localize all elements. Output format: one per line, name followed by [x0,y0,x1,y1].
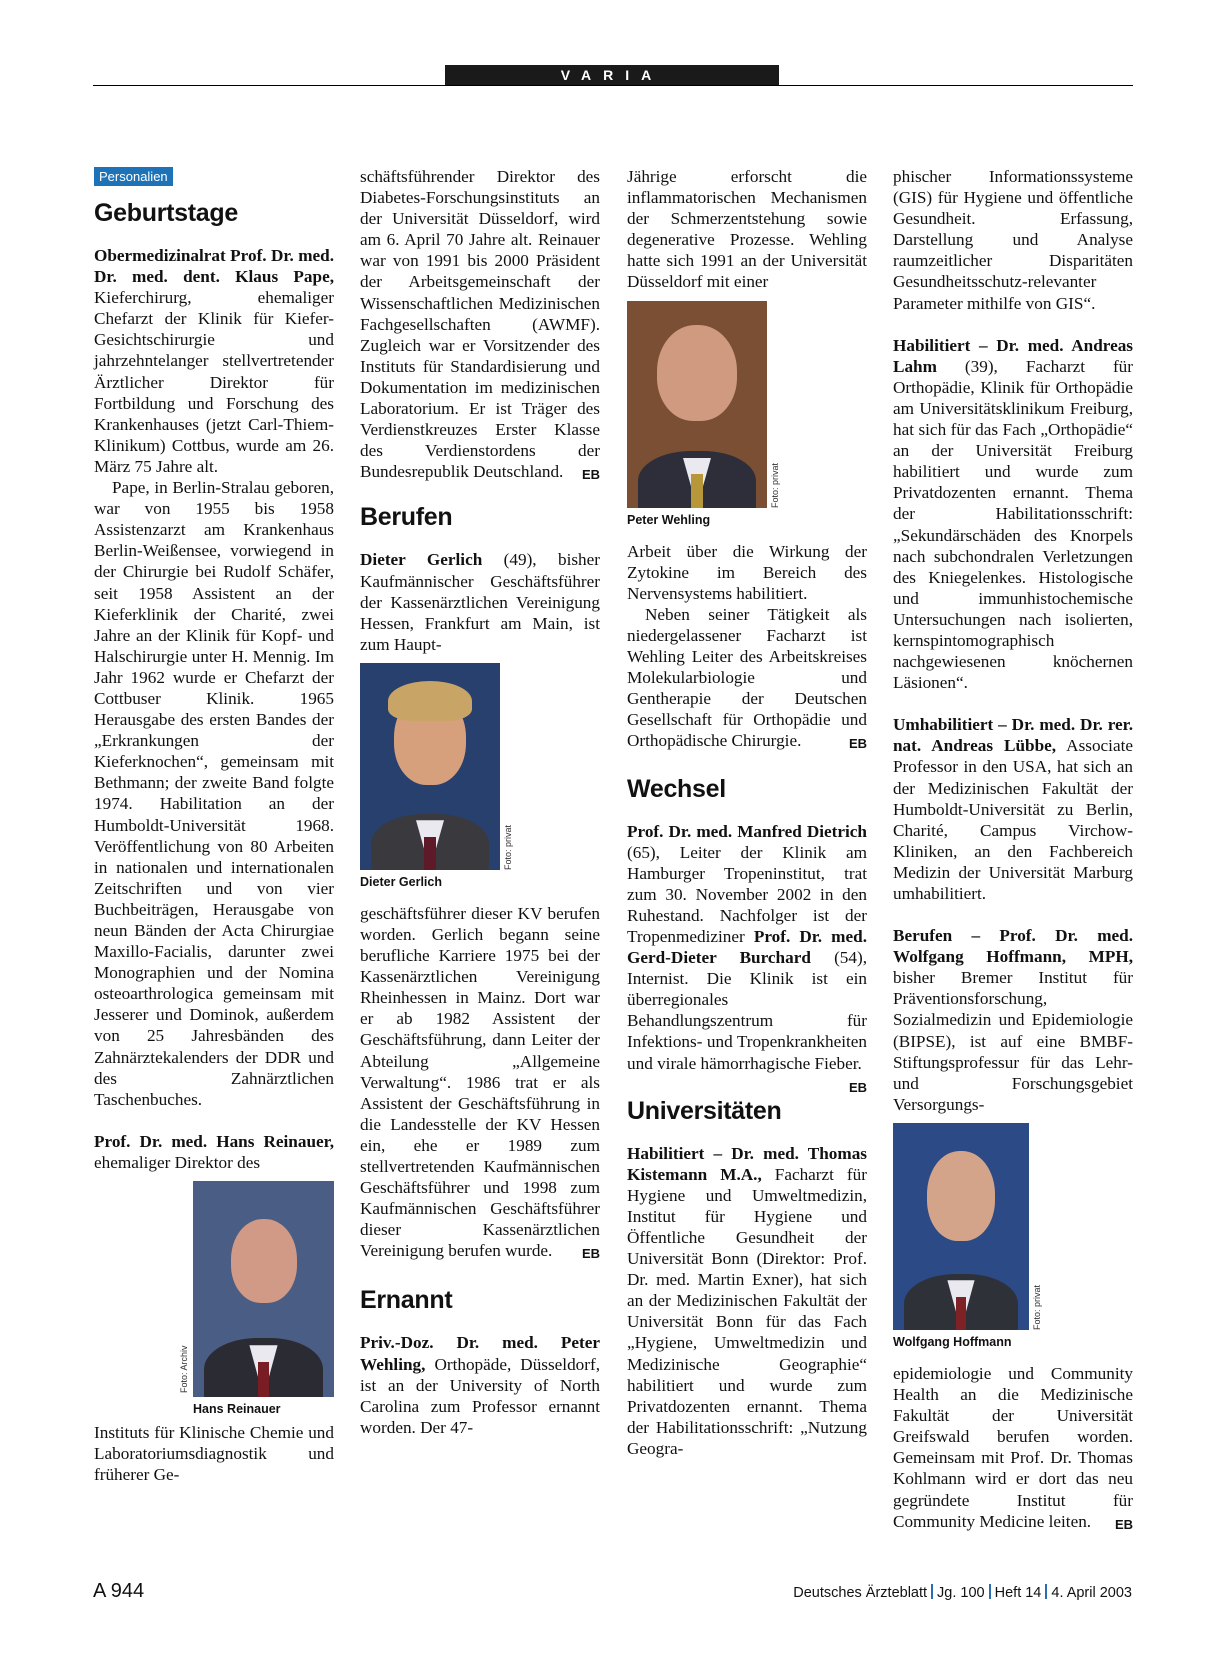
entry-hoffmann [893,925,1133,1115]
para-wehling-cont-2: Arbeit über die Wirkung der Zytokine im Bereich des Nervensystems habilitiert. [627,541,867,603]
name-gerlich: Dieter Gerlich [360,550,483,570]
entry-gerlich [360,549,600,654]
text-burchard: (54), Internist. Die Klinik ist ein überregionales Behandlungszentrum für Infektions- und Tropenkrankheiten und virale hämorrhagische Fieber. [627,948,867,1073]
name-kistemann: Habilitiert – Dr. med. Thomas Kistemann M.A., [627,1143,867,1184]
page-number: A 944 [93,1580,145,1602]
text-reinauer: ehemaliger Direktor des [94,1152,261,1172]
photo-caption: Wolfgang Hoffmann [893,1334,1012,1349]
heading-universitaeten: Universitäten [627,1096,782,1125]
photo-reinauer [179,1181,334,1417]
text-kistemann: Facharzt für Hygiene und Umweltmedizin, Institut für Hygiene und Öffentliche Gesundheit der Universität Bonn (Direktor: Prof. Dr. med. Martin Exner), hat sich an der Medizinischen Fakultät der Universität Bonn für das Fach „Hygiene, Umweltmedizin und Medizinische Geographie“ habilitiert und wurde zum Privatdozenten ernannt. Thema der Habilitationsschrift: „Nutzung Geogra- [627,1164,867,1458]
issue: Heft 14 [994,1585,1042,1601]
entry-wehling [360,1332,600,1437]
photo-caption: Peter Wehling [627,512,711,527]
section-label: VARIA [445,65,779,86]
entry-pape [94,245,334,477]
text-reinauer-cont: schäftsführender Direktor des Diabetes-Forschungsinstituts an der Universität Düsseldorf, wird am 6. April 70 Jahre alt. Reinauer war von 1991 bis 2000 Präsident der Arbeitsgemeinschaft der Wissenschaftlichen Medizinischen Fachgesellschaften (AWMF). Zugleich war er Vorsitzender des Instituts für Standardisierung und Dokumentation im medizinischen Laboratorium. Er ist Träger des Verdienstkreuzes Erster Klasse des Verdienstordens der Bundesrepublik Deutschland. [360,167,600,482]
portrait-image [893,1123,1029,1330]
entry-kistemann [627,1143,867,1459]
author-initials: EB [581,1246,600,1262]
para-gerlich-cont [360,903,600,1262]
heading-berufen: Berufen [360,503,453,532]
photo-caption: Hans Reinauer [193,1402,281,1417]
column-1 [94,166,334,1485]
para-wehling-cont: Jährige erforscht die inflammatorischen Mechanismen der Schmerzentstehung sowie degenerative Prozesse. Wehling hatte sich 1991 an der Universität Düsseldorf mit einer [627,167,867,292]
name-burchard: Prof. Dr. med. Gerd-Dieter Burchard [627,926,867,968]
text-wehling-para: Neben seiner Tätigkeit als niedergelassener Facharzt ist Wehling Leiter des Arbeitskreises Molekularbiologie und Gentherapie der Deutschen Gesellschaft für Orthopädie und Orthopädische Chirurgie. [627,604,867,751]
entry-lahm [893,335,1133,694]
heading-ernannt: Ernannt [360,1286,453,1315]
name-lahm: Habilitiert – Dr. med. Andreas Lahm [893,335,1133,376]
column-2 [360,166,600,1438]
header-rule [93,85,1133,86]
photo-credit: Foto: Archiv [179,1345,189,1394]
photo-wehling [627,301,780,527]
text-pape: Kieferchirurg, ehemaliger Chefarzt der Klinik für Kiefer-Gesichtschirurgie und jahrzehntelanger stellvertretender Ärztlicher Direktor für Fortbildung und Forschung des Krankenhauses (jetzt Carl-Thiem-Klinikum) Cottbus, wurde am 26. März 75 Jahre alt. [94,288,334,476]
photo-credit: Foto: privat [503,824,513,870]
author-initials: EB [848,736,867,752]
name-reinauer: Prof. Dr. med. Hans Reinauer, [94,1131,334,1151]
heading-wechsel: Wechsel [627,774,726,803]
portrait-image [360,663,500,870]
para-pape-2: Pape, in Berlin-Stralau geboren, war von 1955 bis 1958 Assistenzarzt am Krankenhaus Berlin-Weißensee, vorwiegend in der Chirurgie bei Rudolf Schäfer, seit 1958 Assistent an der Kieferklinik der Charité, zwei Jahre an der Klinik für Kopf- und Halschirurgie unter H. Mennig. Im Jahr 1962 wurde er Chefarzt der Cottbuser Klinik. 1965 Herausgabe des ersten Bandes der „Erkrankungen der Kieferknochen“, gemeinsam mit Bethmann; der zweite Band folgte 1974. Habilitation an der Humboldt-Universität 1968. Veröffentlichung von 80 Arbeiten in nationalen und internationalen Zeitschriften und von vier Buchbeiträgen, Herausgabe von neun Bänden der Acta Chirurgiae Maxillo-Facialis, darunter zwei Monographien und der Nomina osteoarthrologica gemeinsam mit Jesserer und Dominok, außerdem von 25 Jahresbänden des Zahnärztekalenders der DDR und des Zahnärztlichen Taschenbuches. [94,478,334,1109]
para-reinauer-cont: Instituts für Klinische Chemie und Laboratoriumsdiagnostik und früherer Ge- [94,1423,334,1485]
issue-date: 4. April 2003 [1051,1585,1132,1601]
name-dietrich: Prof. Dr. med. Manfred Dietrich [627,821,867,841]
text-gerlich: (49), bisher Kaufmännischer Geschäftsführer der Kassenärztlichen Vereinigung Hessen, Frankfurt am Main, ist zum Haupt- [360,550,601,654]
photo-credit: Foto: privat [1032,1284,1042,1330]
text-dietrich: (65), Leiter der Klinik am Hamburger Tropeninstitut, trat zum 30. November 2002 in den Ruhestand. Nachfolger ist der Tropenmediziner [627,842,867,946]
name-hoffmann: Berufen – Prof. Dr. med. Wolfgang Hoffmann, MPH, [893,926,1133,967]
author-initials: EB [581,467,600,483]
photo-caption: Dieter Gerlich [360,874,442,889]
para-wehling-3 [627,604,867,752]
text-gerlich-cont: geschäftsführer dieser KV berufen worden. Gerlich begann seine berufliche Karriere 1975 bei der Kassenärztlichen Vereinigung Rheinhessen in Mainz. Dort war er ab 1982 Assistent der Geschäftsführung, dann Leiter der Abteilung „Allgemeine Verwaltung“. 1986 trat er als Assistent der Geschäftsführung in die Landesstelle der KV Hessen ein, ehe er 1989 zum stellvertretenden Kaufmännischen Geschäftsführer und 1998 zum Kaufmännischen Geschäftsführer dieser Kassenärztlichen Vereinigung berufen wurde. [360,903,600,1261]
text-hoffmann: bisher Bremer Institut für Präventionsforschung, Sozialmedizin und Epidemiologie (BIPSE), ist auf eine BMBF-Stiftungsprofessur für das Lehr- und Forschungsgebiet Versorgungs- [893,968,1133,1114]
author-initials: EB [848,1079,867,1095]
text-luebbe: Associate Professor in den USA, hat sich an der Medizinischen Fakultät der Humboldt-Universität zu Berlin, Charité, Campus Virchow-Kliniken, an den Fachbereich Medizin der Universität Marburg umhabilitiert. [893,736,1133,903]
photo-credit: Foto: privat [770,462,780,508]
category-kicker: Personalien [94,167,173,186]
name-wehling: Priv.-Doz. Dr. med. Peter Wehling, [360,1333,600,1374]
name-luebbe: Umhabilitiert – Dr. med. Dr. rer. nat. Andreas Lübbe, [893,715,1133,756]
para-hoffmann-cont [893,1363,1133,1532]
author-initials: EB [1114,1516,1133,1532]
portrait-image [627,301,767,508]
text-lahm: (39), Facharzt für Orthopädie, Klinik für Orthopädie am Universitätsklinikum Freiburg, hat sich für das Fach „Orthopädie“ an der Universität Freiburg habilitiert und wurde zum Privatdozenten ernannt. Thema der Habilitationsschrift: „Sekundärschäden des Knorpels nach subchondralen Verletzungen des Kniegelenkes. Histologische und immunhistochemische Untersuchungen nach isolierten, kernspintomographisch nachgewiesenen knöchernen Läsionen“. [893,356,1133,693]
photo-gerlich [360,663,513,889]
entry-luebbe [893,714,1133,904]
para-reinauer-cont-2 [360,166,600,482]
photo-hoffmann [893,1123,1042,1349]
text-wehling: Orthopäde, Düsseldorf, ist an der University of North Carolina zum Professor ernannt worden. Der 47- [360,1354,600,1437]
heading-geburtstage: Geburtstage [94,199,238,227]
portrait-image [193,1181,334,1397]
volume: Jg. 100 [937,1585,985,1601]
journal-name: Deutsches Ärzteblatt [793,1585,928,1601]
column-3 [627,166,867,1459]
column-4 [893,166,1133,1535]
entry-dietrich [627,821,867,1095]
para-kistemann-cont: phischer Informationssysteme (GIS) für Hygiene und öffentliche Gesundheit. Erfassung, Darstellung und Analyse raumzeitlicher Disparitäten Gesundheitsschutz-relevanter Parameter mithilfe von GIS“. [893,167,1133,313]
text-hoffmann-cont: epidemiologie und Community Health an die Medizinische Fakultät der Universität Greifswald berufen worden. Gemeinsam mit Prof. Dr. Thomas Kohlmann wird er dort das neu gegründete Institut für Community Medicine leiten. [893,1363,1133,1531]
entry-reinauer [94,1131,334,1173]
name-pape: Obermedizinalrat Prof. Dr. med. Dr. med. dent. Klaus Pape, [94,246,334,287]
footer-citation [793,1584,1132,1601]
